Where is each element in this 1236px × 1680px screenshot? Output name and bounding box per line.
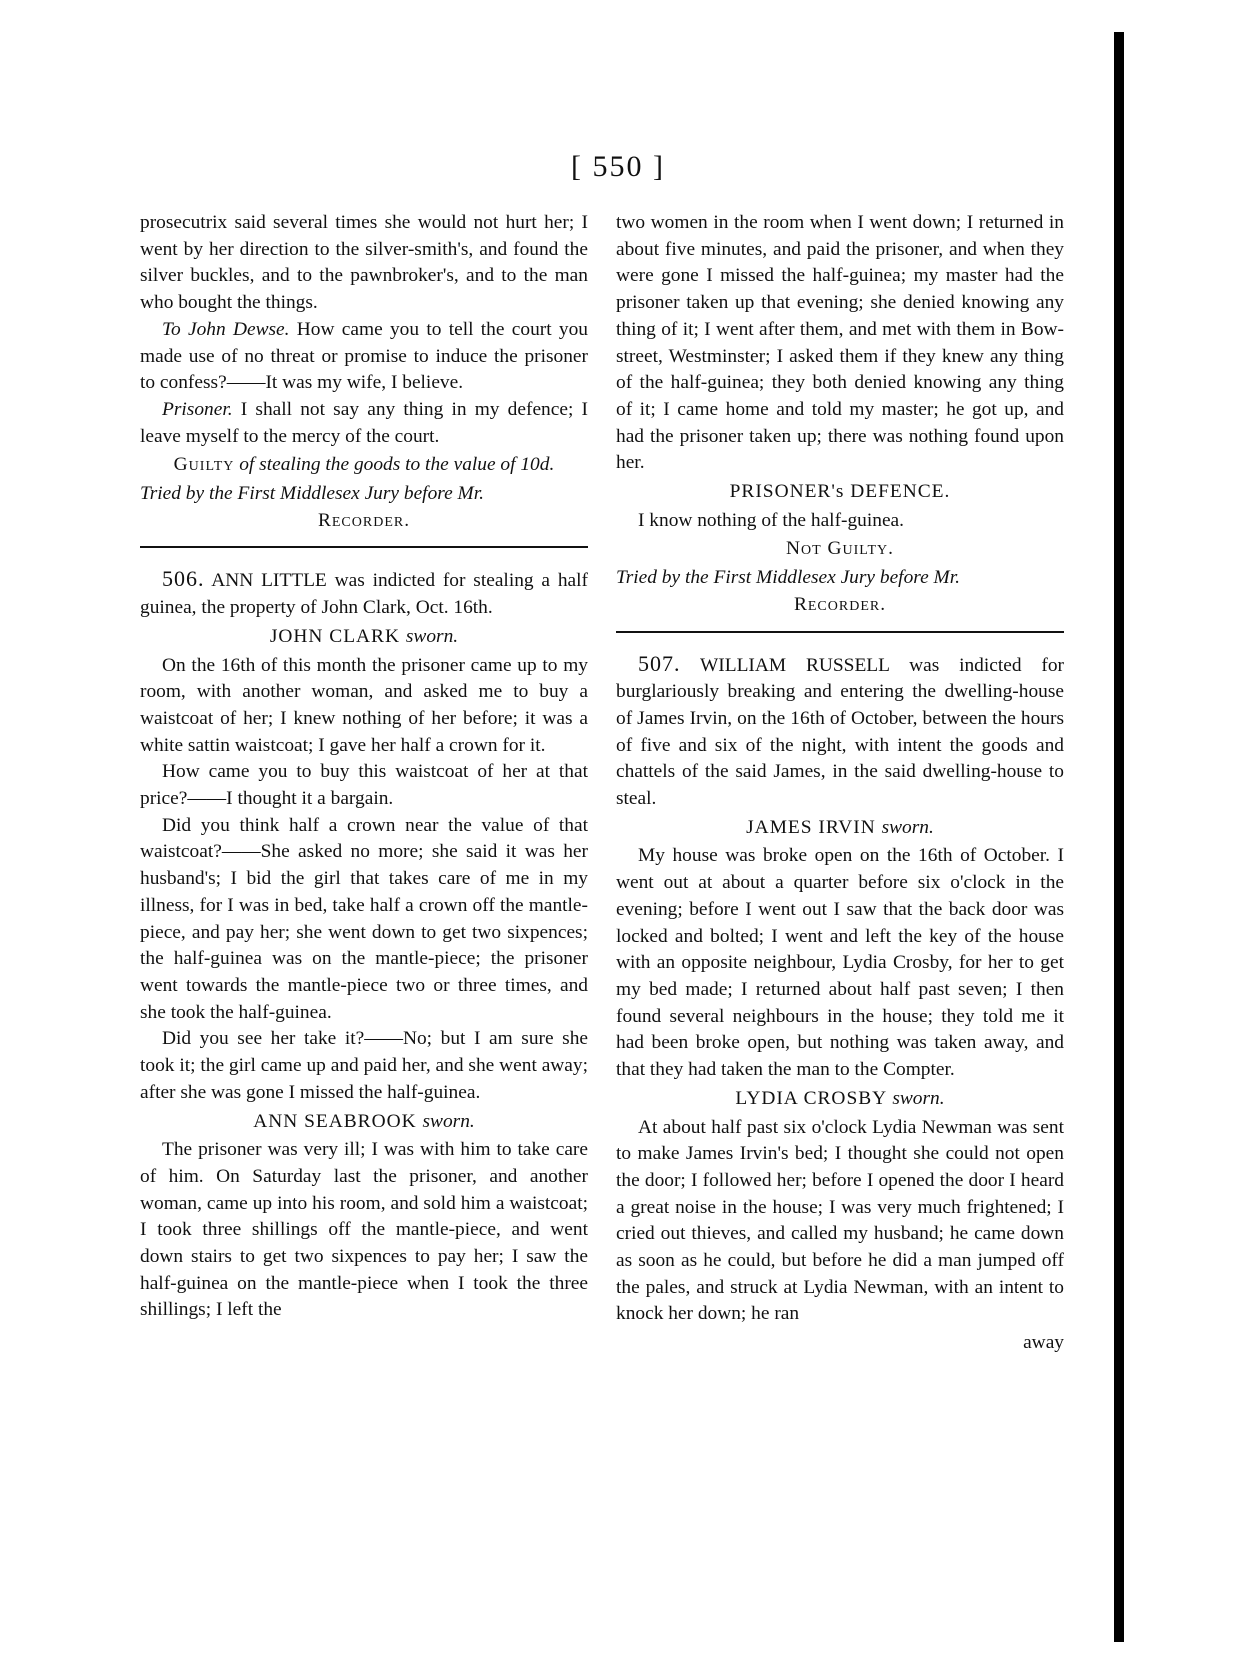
catchword: away: [1023, 1332, 1064, 1354]
prisoner-label: Prisoner.: [162, 398, 233, 420]
left-column: [140, 210, 588, 1324]
verdict-guilty: [140, 452, 588, 479]
scan-edge-bar: [1114, 32, 1124, 1642]
question-to-john-dewse: [140, 317, 588, 397]
recorder-line: Recorder.: [793, 593, 887, 615]
verdict-not-guilty: Not Guilty.: [785, 538, 895, 560]
testimony-paragraph: Did you see her take it?——No; but I am sure she took it; the girl came up and paid her, and she went away; after she was gone I missed the half-guinea.: [140, 1028, 588, 1103]
witness-name: LYDIA CROSBY: [735, 1087, 887, 1109]
testimony-paragraph: My house was broke open on the 16th of October. I went out at about a quarter before six o'clock in the evening; before I went out I saw that the back door was locked and bolted; I went and left the key of the house with an opposite neighbour, Lydia Crosby, for her to get my bed made; I returned about half past seven; I then found several neighbours in the house; they told me it had been broke open, but nothing was taken away, and that they had taken the man to the Compter.: [616, 845, 1064, 1081]
witness-name: JAMES IRVIN: [746, 816, 876, 838]
sworn-label: sworn.: [892, 1087, 945, 1109]
witness-heading: [140, 624, 588, 651]
case-heading-507: [616, 651, 1064, 813]
defence-heading: PRISONER's DEFENCE.: [729, 481, 951, 503]
jury-note: Tried by the First Middlesex Jury before Mr.: [616, 567, 960, 589]
verdict-detail: of stealing the goods to the value of 10d.: [234, 454, 555, 476]
case-number: 507.: [638, 650, 681, 676]
testimony-paragraph: How came you to buy this waistcoat of her at that price?——I thought it a bargain.: [140, 761, 588, 810]
question-text: How came you to tell the court you made use of no threat or promise to induce the prisoner to confess?——It was my wife, I believe.: [140, 318, 588, 394]
witness-heading: [140, 1109, 588, 1136]
right-paragraph: two women in the room when I went down; I returned in about five minutes, and paid the prisoner, and when they were gone I missed the half-guinea; my master had the prisoner taken up that evening; she denied knowing any thing of it; I went after them, and met with them in Bow-street, Westminster; I asked them if they knew any thing of the half-guinea; they both denied knowing any thing of it; I came home and told my master; he got up, and had the prisoner taken up; there was nothing found upon her.: [616, 212, 1064, 474]
testimony-paragraph: Did you think half a crown near the value of that waistcoat?——She asked no more; she said it was her husband's; I bid the girl that takes care of me in my illness, for I was in bed, take half a crown off the mantle-piece, and pay her; she went down to get two sixpences; the half-guinea was on the mantle-piece; the prisoner went towards the mantle-piece two or three times, and she took the half-guinea.: [140, 814, 588, 1023]
jury-note: Tried by the First Middlesex Jury before Mr.: [140, 483, 484, 505]
testimony-paragraph: The prisoner was very ill; I was with him to take care of him. On Saturday last the prisoner, and another woman, came up into his room, and sold him a waistcoat; I took three shillings off the mantle-piece, and went down stairs to get two sixpences to pay her; I saw the half-guinea on the mantle-piece when I took the three shillings; I left the: [140, 1139, 588, 1321]
sworn-label: sworn.: [881, 816, 934, 838]
testimony-paragraph: At about half past six o'clock Lydia Newman was sent to make James Irvin's bed; I thought she could not open the door; I followed her; before I opened the door I heard a great noise in the house; I was very much frightened; I cried out thieves, and called my husband; he came down as soon as he could, but before he did a man jumped off the pales, and struck at Lydia Newman, with an intent to knock her down; he ran: [616, 1116, 1064, 1325]
witness-heading: [616, 815, 1064, 842]
witness-name: ANN SEABROOK: [253, 1110, 417, 1132]
addressee-label: To John Dewse.: [162, 318, 290, 340]
right-column: [616, 210, 1064, 1357]
case-indictment: ANN LITTLE was indicted for stealing a half guinea, the property of John Clark, Oct. 16th.: [140, 570, 588, 619]
verdict-word: Guilty: [173, 454, 235, 476]
recorder-line: Recorder.: [317, 509, 411, 531]
section-divider: [616, 631, 1064, 633]
section-divider: [140, 546, 588, 548]
witness-heading: [616, 1086, 1064, 1113]
sworn-label: sworn.: [405, 625, 459, 647]
testimony-paragraph: On the 16th of this month the prisoner came up to my room, with another woman, and asked me to buy a waistcoat of her; I knew nothing of her before; it was a white sattin waistcoat; I gave her half a crown for it.: [140, 654, 588, 756]
prisoner-statement: [140, 397, 588, 450]
left-paragraph: prosecutrix said several times she would not hurt her; I went by her direction to the silver-smith's, and found the silver buckles, and to the pawnbroker's, and to the man who bought the things.: [140, 212, 588, 314]
prisoner-text: I shall not say any thing in my defence; I leave myself to the mercy of the court.: [140, 398, 588, 447]
witness-name: JOHN CLARK: [269, 625, 400, 647]
sworn-label: sworn.: [422, 1110, 475, 1132]
case-indictment: WILLIAM RUSSELL was indicted for burglariously breaking and entering the dwelling-house of James Irvin, on the 16th of October, between the hours of five and six of the night, with intent the goods and chattels of the said James, in the said dwelling-house to steal.: [616, 654, 1064, 810]
case-heading-506: [140, 566, 588, 621]
case-number: 506.: [162, 566, 205, 592]
page-number: [ 550 ]: [571, 150, 665, 183]
defence-text: I know nothing of the half-guinea.: [638, 509, 905, 531]
